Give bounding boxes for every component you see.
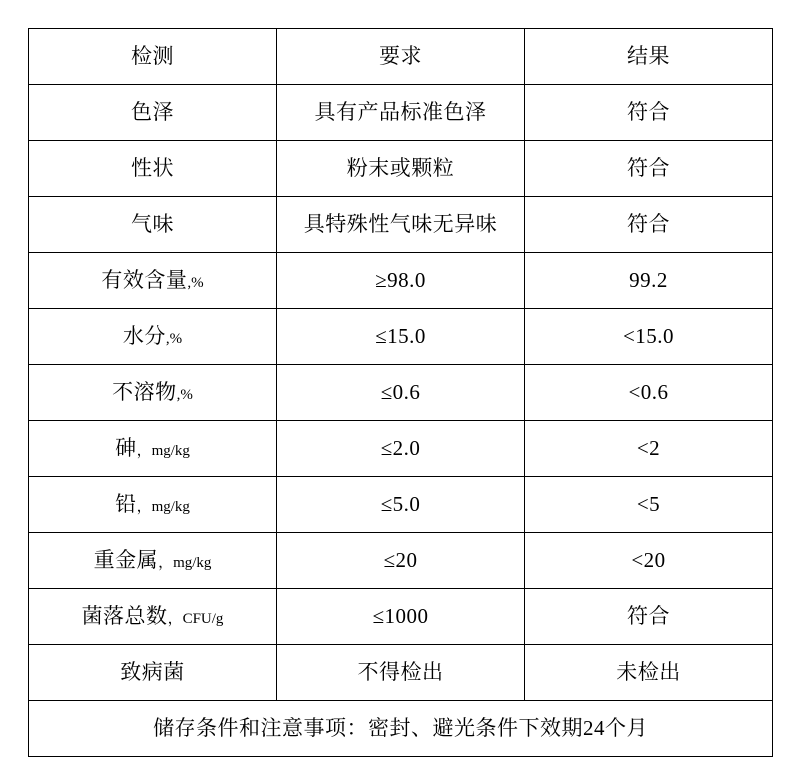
table-row (29, 253, 773, 309)
cell-item (29, 85, 277, 141)
cell-item (29, 421, 277, 477)
item-unit: ，mg/kg (158, 555, 212, 572)
table-header-row (29, 29, 773, 85)
table-footer-row (29, 701, 773, 757)
cell-result: <5 (525, 477, 773, 533)
cell-requirement: 粉末或颗粒 (277, 141, 525, 197)
cell-requirement: ≤0.6 (277, 365, 525, 421)
table-row (29, 141, 773, 197)
cell-item (29, 253, 277, 309)
table-row (29, 85, 773, 141)
item-unit: ，mg/kg (136, 443, 190, 460)
cell-item (29, 645, 277, 701)
cell-result: 符合 (525, 197, 773, 253)
table-row (29, 645, 773, 701)
item-unit: ,% (187, 275, 204, 292)
cell-result: 99.2 (525, 253, 773, 309)
table-row (29, 533, 773, 589)
cell-result: 未检出 (525, 645, 773, 701)
storage-conditions-note: 储存条件和注意事项：密封、避光条件下效期24个月 (29, 701, 773, 757)
column-header-result: 结果 (525, 29, 773, 85)
cell-requirement: ≤15.0 (277, 309, 525, 365)
item-label: 致病菌 (120, 660, 185, 685)
cell-result: <20 (525, 533, 773, 589)
column-header-requirement: 要求 (277, 29, 525, 85)
item-unit: ，mg/kg (136, 499, 190, 516)
item-label: 色泽 (131, 100, 174, 125)
item-label: 气味 (131, 212, 174, 237)
item-label: 不溶物 (112, 380, 177, 405)
table-row (29, 309, 773, 365)
cell-requirement: 不得检出 (277, 645, 525, 701)
table-row (29, 589, 773, 645)
item-unit: ，CFU/g (167, 611, 224, 628)
table-row (29, 197, 773, 253)
cell-item (29, 533, 277, 589)
cell-result: <15.0 (525, 309, 773, 365)
specification-table (28, 28, 773, 757)
item-unit: ,% (165, 331, 183, 348)
cell-item (29, 365, 277, 421)
table-row (29, 421, 773, 477)
item-label: 水分 (122, 324, 166, 349)
table-row (29, 477, 773, 533)
cell-requirement: ≤2.0 (277, 421, 525, 477)
item-label: 菌落总数 (81, 604, 168, 629)
cell-requirement: ≤1000 (277, 589, 525, 645)
cell-item (29, 141, 277, 197)
cell-result: 符合 (525, 589, 773, 645)
cell-item (29, 197, 277, 253)
cell-result: 符合 (525, 141, 773, 197)
item-label: 性状 (131, 156, 174, 181)
item-label: 重金属 (93, 548, 159, 573)
cell-item (29, 589, 277, 645)
item-label: 铅 (115, 492, 137, 517)
item-unit: ,% (176, 387, 193, 404)
item-label: 有效含量 (101, 268, 188, 293)
cell-requirement: ≥98.0 (277, 253, 525, 309)
item-label: 砷 (115, 436, 137, 461)
cell-requirement: ≤20 (277, 533, 525, 589)
cell-requirement: 具有产品标准色泽 (277, 85, 525, 141)
cell-requirement: ≤5.0 (277, 477, 525, 533)
cell-item (29, 477, 277, 533)
cell-requirement: 具特殊性气味无异味 (277, 197, 525, 253)
cell-item (29, 309, 277, 365)
cell-result: <2 (525, 421, 773, 477)
cell-result: 符合 (525, 85, 773, 141)
column-header-item: 检测 (29, 29, 277, 85)
table-row (29, 365, 773, 421)
cell-result: <0.6 (525, 365, 773, 421)
